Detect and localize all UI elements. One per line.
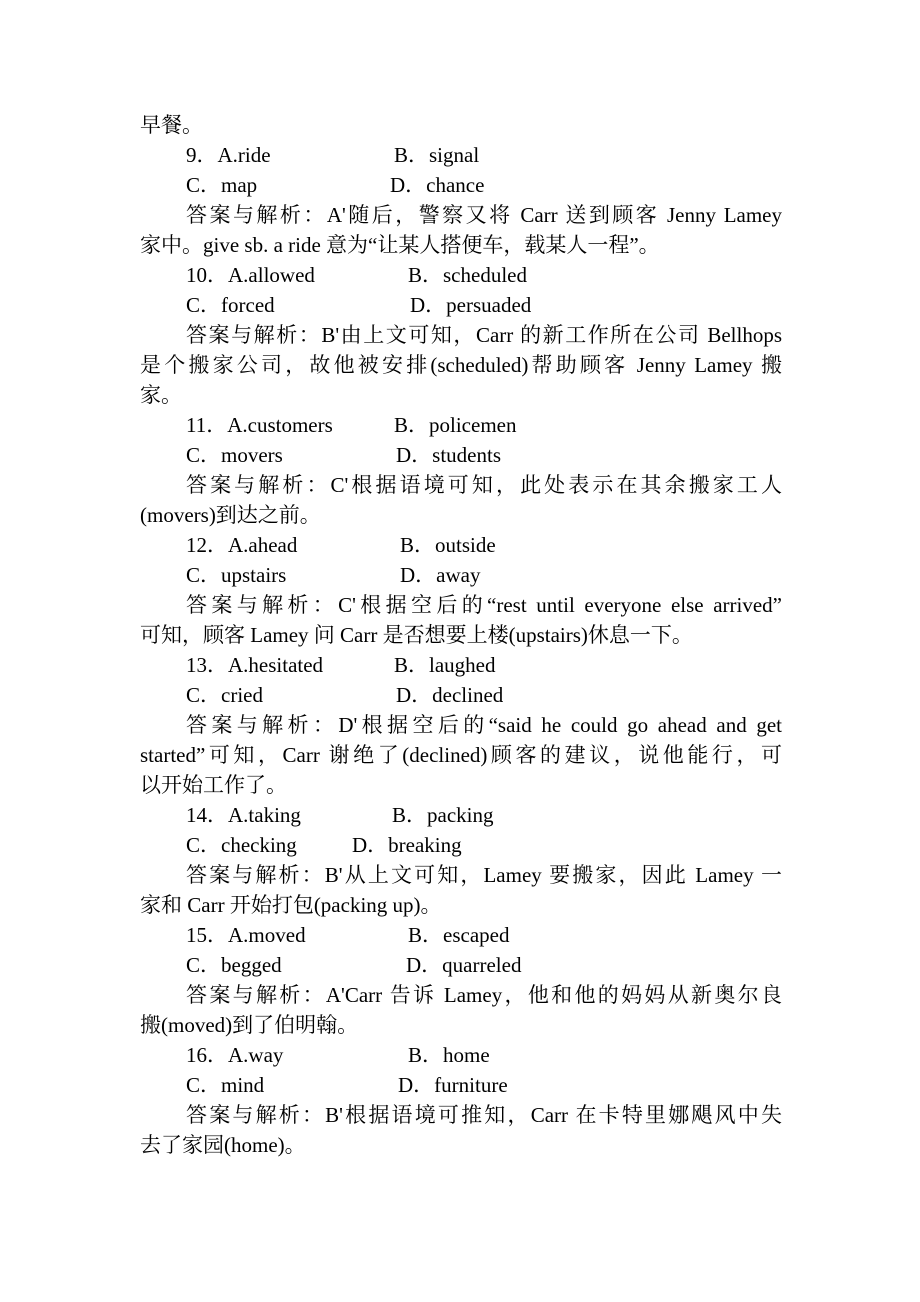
- q13-option-a: 13．A.hesitated: [186, 653, 324, 677]
- question-12-row-cd: [140, 560, 782, 590]
- question-14-row-ab: [140, 800, 782, 830]
- q16-explanation: 答案与解析：B'根据语境可推知，Carr 在卡特里娜飓风中失: [186, 1103, 782, 1127]
- q10-explanation: 答案与解析：B'由上文可知，Carr 的新工作所在公司 Bellhops: [186, 323, 782, 347]
- question-9-row-cd: [140, 170, 782, 200]
- q15-option-b: B．escaped: [408, 923, 510, 947]
- question-15-row-cd: [140, 950, 782, 980]
- q12-option-c: C．upstairs: [186, 563, 287, 587]
- q11-option-d: D．students: [396, 443, 501, 467]
- q11-option-b: B．policemen: [394, 413, 517, 437]
- q10-explanation-cont: 是个搬家公司，故他被安排(scheduled)帮助顾客 Jenny Lamey 搬: [140, 353, 782, 377]
- q15-option-a: 15．A.moved: [186, 923, 306, 947]
- q10-option-a: 10．A.allowed: [186, 263, 315, 287]
- question-10-row-cd: [140, 290, 782, 320]
- document-page: [140, 110, 782, 1160]
- q16-explanation-cont: 去了家园(home)。: [140, 1133, 306, 1157]
- question-13-row-ab: [140, 650, 782, 680]
- q15-option-c: C．begged: [186, 953, 282, 977]
- q14-explanation: 答案与解析：B'从上文可知，Lamey 要搬家，因此 Lamey 一: [186, 863, 782, 887]
- q16-option-b: B．home: [408, 1043, 490, 1067]
- q10-explanation-cont2: 家。: [140, 383, 182, 407]
- q14-option-a: 14．A.taking: [186, 803, 301, 827]
- q15-explanation: 答案与解析：A'Carr 告诉 Lamey，他和他的妈妈从新奥尔良: [186, 983, 782, 1007]
- question-9-row-ab: [140, 140, 782, 170]
- question-14-row-cd: [140, 830, 782, 860]
- q12-option-b: B．outside: [400, 533, 496, 557]
- q12-option-a: 12．A.ahead: [186, 533, 298, 557]
- q14-option-b: B．packing: [392, 803, 494, 827]
- q13-option-b: B．laughed: [394, 653, 496, 677]
- q16-option-c: C．mind: [186, 1073, 265, 1097]
- question-10-row-ab: [140, 260, 782, 290]
- q13-explanation: 答案与解析：D'根据空后的“said he could go ahead and get: [186, 713, 782, 737]
- q9-option-c: C．map: [186, 173, 258, 197]
- question-11-row-ab: [140, 410, 782, 440]
- q9-option-d: D．chance: [390, 173, 485, 197]
- q13-explanation-cont2: 以开始工作了。: [140, 773, 287, 797]
- question-13-row-cd: [140, 680, 782, 710]
- q12-explanation-cont: 可知，顾客 Lamey 问 Carr 是否想要上楼(upstairs)休息一下。: [140, 623, 693, 647]
- q10-option-c: C．forced: [186, 293, 275, 317]
- q12-option-d: D．away: [400, 563, 481, 587]
- q10-option-b: B．scheduled: [408, 263, 527, 287]
- q14-option-c: C．checking: [186, 833, 297, 857]
- intro-tail: 早餐。: [140, 113, 203, 137]
- q11-option-a: 11．A.customers: [186, 413, 333, 437]
- q13-option-c: C．cried: [186, 683, 263, 707]
- q9-explanation: 答案与解析：A'随后，警察又将 Carr 送到顾客 Jenny Lamey: [186, 203, 782, 227]
- q13-option-d: D．declined: [396, 683, 504, 707]
- q16-option-a: 16．A.way: [186, 1043, 284, 1067]
- q14-explanation-cont: 家和 Carr 开始打包(packing up)。: [140, 893, 442, 917]
- q10-option-d: D．persuaded: [410, 293, 532, 317]
- q15-explanation-cont: 搬(moved)到了伯明翰。: [140, 1013, 359, 1037]
- question-12-row-ab: [140, 530, 782, 560]
- q11-explanation: 答案与解析：C'根据语境可知，此处表示在其余搬家工人: [186, 473, 782, 497]
- q9-option-b: B．signal: [394, 143, 480, 167]
- q14-option-d: D．breaking: [352, 833, 462, 857]
- question-16-row-cd: [140, 1070, 782, 1100]
- q15-option-d: D．quarreled: [406, 953, 522, 977]
- question-15-row-ab: [140, 920, 782, 950]
- q13-explanation-cont: started”可知，Carr 谢绝了(declined)顾客的建议，说他能行，可: [140, 743, 782, 767]
- q11-explanation-cont: (movers)到达之前。: [140, 503, 321, 527]
- question-16-row-ab: [140, 1040, 782, 1070]
- q9-option-a: 9．A.ride: [186, 143, 271, 167]
- q9-explanation-cont: 家中。give sb. a ride 意为“让某人搭便车，载某人一程”。: [140, 233, 660, 257]
- q12-explanation: 答案与解析：C'根据空后的“rest until everyone else arrived”: [186, 593, 782, 617]
- q16-option-d: D．furniture: [398, 1073, 508, 1097]
- q11-option-c: C．movers: [186, 443, 283, 467]
- question-11-row-cd: [140, 440, 782, 470]
